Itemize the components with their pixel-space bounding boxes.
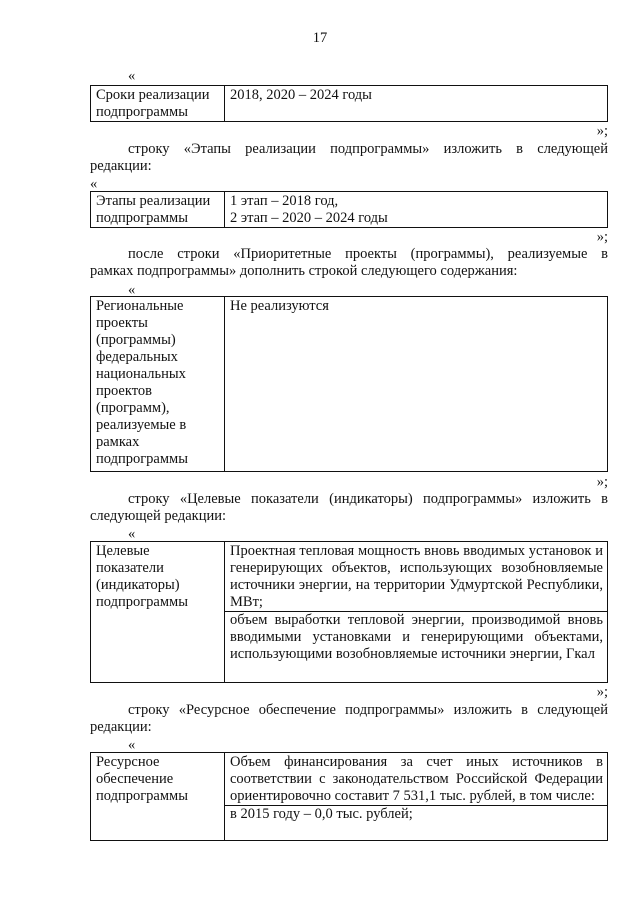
table-value-cell	[225, 192, 608, 228]
paragraph-continuation: следующей редакции:	[90, 508, 227, 524]
table-label-cell: Сроки реализации подпрограммы	[91, 86, 225, 122]
paragraph-first-line: строку «Этапы реализации подпрограммы» изложить в следующей	[128, 141, 608, 157]
paragraph-first-line: строку «Целевые показатели (индикаторы) подпрограммы» изложить в	[128, 491, 608, 507]
table-label-cell: Целевые показатели (индикаторы) подпрограммы	[91, 542, 225, 683]
indicator-item: Проектная тепловая мощность вновь вводимых установок и генерирующих объектов, использующих возобновляемые источники энергии, на территории Удмуртской Республики, МВт;	[230, 543, 603, 610]
table-implementation-stages	[90, 191, 608, 228]
table-value-cell	[225, 542, 608, 683]
table-implementation-period	[90, 85, 608, 122]
close-quote: »;	[596, 123, 608, 139]
open-quote: «	[128, 282, 136, 298]
paragraph-continuation: рамках подпрограммы» дополнить строкой следующего содержания:	[90, 263, 518, 279]
funding-year-2015: в 2015 году – 0,0 тыс. рублей;	[225, 805, 607, 823]
paragraph-continuation: редакции:	[90, 158, 152, 174]
close-quote: »;	[596, 229, 608, 245]
table-label-cell: Ресурсное обеспечение подпрограммы	[91, 753, 225, 841]
stage-line: 1 этап – 2018 год,	[230, 193, 339, 209]
table-label-cell: Региональные проекты (программы) федеральных национальных проектов (программ), реализуемые в рамках подпрограммы	[91, 297, 225, 472]
table-regional-projects	[90, 296, 608, 472]
stage-line: 2 этап – 2020 – 2024 годы	[230, 210, 388, 226]
table-resource-support	[90, 752, 608, 841]
instruction-paragraph	[90, 491, 608, 525]
paragraph-first-line: после строки «Приоритетные проекты (программы), реализуемые в	[128, 246, 608, 262]
close-quote: »;	[596, 474, 608, 490]
open-quote: «	[128, 68, 136, 84]
open-quote: «	[90, 176, 98, 192]
page-number: 17	[312, 30, 328, 46]
table-target-indicators	[90, 541, 608, 683]
table-value-cell: Не реализуются	[225, 297, 608, 472]
instruction-paragraph	[90, 246, 608, 280]
paragraph-continuation: редакции:	[90, 719, 152, 735]
open-quote: «	[128, 737, 136, 753]
table-value-cell	[225, 753, 608, 841]
close-quote: »;	[596, 684, 608, 700]
paragraph-first-line: строку «Ресурсное обеспечение подпрограммы» изложить в следующей	[128, 702, 608, 718]
instruction-paragraph	[90, 141, 608, 175]
open-quote: «	[128, 526, 136, 542]
funding-text: Объем финансирования за счет иных источников в соответствии с законодательством Российской Федерации ориентировочно составит 7 531,1 тыс. рублей, в том числе:	[230, 754, 603, 804]
table-value-cell: 2018, 2020 – 2024 годы	[225, 86, 608, 122]
instruction-paragraph	[90, 702, 608, 736]
table-label-cell: Этапы реализации подпрограммы	[91, 192, 225, 228]
indicator-item: объем выработки тепловой энергии, производимой вновь вводимыми установками и генерирующими объектами, использующими возобновляемые источники энергии, Гкал	[225, 611, 607, 663]
